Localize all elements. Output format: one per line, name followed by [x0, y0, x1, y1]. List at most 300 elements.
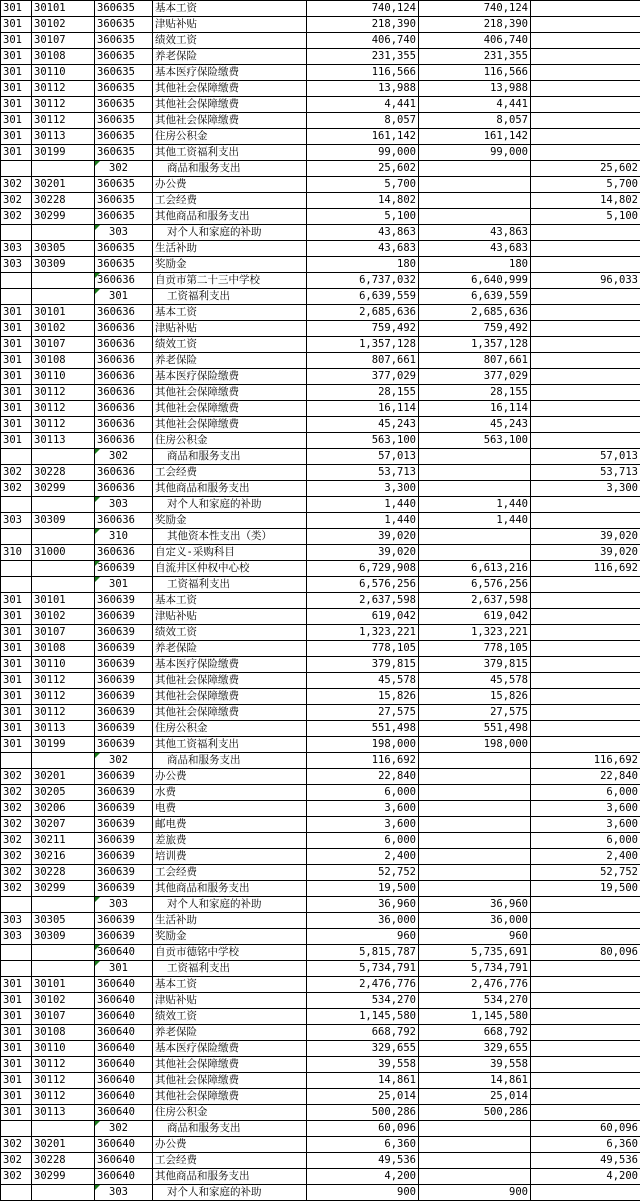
basic-expense-cell: 25,014: [419, 1089, 531, 1105]
item-code-cell: 30205: [32, 785, 95, 801]
table-row: [1, 993, 640, 1009]
total-cell: 116,692: [307, 753, 419, 769]
project-code-cell: 360636: [95, 513, 153, 529]
basic-expense-cell: 161,142: [419, 129, 531, 145]
total-cell: 14,802: [307, 193, 419, 209]
class-code-cell: 301: [1, 1, 32, 17]
project-code-cell: 360639: [95, 929, 153, 945]
total-cell: 25,602: [307, 161, 419, 177]
basic-expense-cell: [419, 193, 531, 209]
table-row: [1, 641, 640, 657]
item-code-cell: [32, 1121, 95, 1137]
total-cell: 43,683: [307, 241, 419, 257]
total-cell: 551,498: [307, 721, 419, 737]
item-name-cell: 绩效工资: [153, 33, 307, 49]
project-code-cell: 360636: [95, 545, 153, 561]
project-code-cell: 360639: [95, 657, 153, 673]
item-code-cell: 30107: [32, 625, 95, 641]
basic-expense-cell: 1,323,221: [419, 625, 531, 641]
item-name-cell: 工会经费: [153, 465, 307, 481]
item-name-cell: 绩效工资: [153, 337, 307, 353]
item-name-cell: 工会经费: [153, 193, 307, 209]
class-code-cell: [1, 1185, 32, 1201]
table-row: [1, 673, 640, 689]
table-row: [1, 177, 640, 193]
class-code-cell: 301: [1, 1105, 32, 1121]
project-code-cell: 360640: [95, 945, 153, 961]
subtotal-row: [1, 289, 640, 305]
item-name-cell: 绩效工资: [153, 1009, 307, 1025]
total-cell: 379,815: [307, 657, 419, 673]
table-row: [1, 929, 640, 945]
table-row: [1, 49, 640, 65]
project-expense-cell: [531, 1025, 640, 1041]
item-code-cell: 30299: [32, 209, 95, 225]
total-cell: 15,826: [307, 689, 419, 705]
basic-expense-cell: 8,057: [419, 113, 531, 129]
item-code-cell: 30201: [32, 1137, 95, 1153]
project-code-cell: 360640: [95, 977, 153, 993]
item-code-cell: 30112: [32, 81, 95, 97]
item-code-cell: [32, 529, 95, 545]
item-code-cell: [32, 225, 95, 241]
table-row: [1, 433, 640, 449]
item-code-cell: [32, 161, 95, 177]
project-expense-cell: 116,692: [531, 561, 640, 577]
class-code-cell: 303: [1, 513, 32, 529]
project-expense-cell: 3,300: [531, 481, 640, 497]
total-cell: 1,440: [307, 497, 419, 513]
item-code-cell: [32, 577, 95, 593]
total-cell: 3,600: [307, 817, 419, 833]
project-expense-cell: [531, 1105, 640, 1121]
class-code-cell: 301: [1, 369, 32, 385]
item-name-cell: 其他社会保障缴费: [153, 113, 307, 129]
class-code-cell: 301: [1, 1057, 32, 1073]
item-code-cell: 30309: [32, 929, 95, 945]
total-cell: 5,700: [307, 177, 419, 193]
table-row: [1, 1153, 640, 1169]
table-row: [1, 417, 640, 433]
item-name-cell: 商品和服务支出: [153, 1121, 307, 1137]
item-name-cell: 基本医疗保险缴费: [153, 369, 307, 385]
item-code-cell: 30108: [32, 353, 95, 369]
item-code-cell: 30199: [32, 145, 95, 161]
basic-expense-cell: 2,637,598: [419, 593, 531, 609]
total-cell: 22,840: [307, 769, 419, 785]
project-expense-cell: [531, 65, 640, 81]
item-code-cell: 30201: [32, 177, 95, 193]
total-cell: 8,057: [307, 113, 419, 129]
project-code-cell: 360639: [95, 769, 153, 785]
class-code-cell: [1, 497, 32, 513]
item-name-cell: 办公费: [153, 769, 307, 785]
table-row: [1, 609, 640, 625]
total-cell: 900: [307, 1185, 419, 1201]
basic-expense-cell: 778,105: [419, 641, 531, 657]
project-code-cell: 360635: [95, 97, 153, 113]
project-expense-cell: 6,000: [531, 785, 640, 801]
table-row: [1, 33, 640, 49]
total-cell: 49,536: [307, 1153, 419, 1169]
item-name-cell: 其他社会保障缴费: [153, 401, 307, 417]
subtotal-row: [1, 753, 640, 769]
item-code-cell: 30113: [32, 1105, 95, 1121]
total-cell: 3,300: [307, 481, 419, 497]
basic-expense-cell: [419, 769, 531, 785]
basic-expense-cell: 2,685,636: [419, 305, 531, 321]
project-code-cell: 360640: [95, 1169, 153, 1185]
project-code-cell: 303: [95, 497, 153, 513]
project-expense-cell: 80,096: [531, 945, 640, 961]
project-code-cell: 360639: [95, 641, 153, 657]
table-row: [1, 865, 640, 881]
basic-expense-cell: 6,639,559: [419, 289, 531, 305]
project-expense-cell: [531, 913, 640, 929]
project-expense-cell: [531, 1, 640, 17]
basic-expense-cell: [419, 849, 531, 865]
total-cell: 6,000: [307, 833, 419, 849]
class-code-cell: 301: [1, 49, 32, 65]
project-expense-cell: [531, 289, 640, 305]
item-code-cell: 30211: [32, 833, 95, 849]
basic-expense-cell: 551,498: [419, 721, 531, 737]
project-code-cell: 360636: [95, 369, 153, 385]
class-code-cell: [1, 273, 32, 289]
basic-expense-cell: 379,815: [419, 657, 531, 673]
table-row: [1, 1137, 640, 1153]
project-expense-cell: 4,200: [531, 1169, 640, 1185]
table-row: [1, 737, 640, 753]
class-code-cell: 301: [1, 1025, 32, 1041]
item-name-cell: 其他工资福利支出: [153, 145, 307, 161]
item-code-cell: 30101: [32, 1, 95, 17]
table-row: [1, 849, 640, 865]
item-code-cell: 30112: [32, 417, 95, 433]
project-expense-cell: [531, 929, 640, 945]
class-code-cell: 301: [1, 321, 32, 337]
project-expense-cell: [531, 1073, 640, 1089]
table-row: [1, 801, 640, 817]
project-expense-cell: [531, 33, 640, 49]
item-name-cell: 其他社会保障缴费: [153, 417, 307, 433]
item-code-cell: [32, 945, 95, 961]
subtotal-row: [1, 225, 640, 241]
table-row: [1, 785, 640, 801]
item-code-cell: 30102: [32, 17, 95, 33]
basic-expense-cell: 28,155: [419, 385, 531, 401]
total-cell: 6,737,032: [307, 273, 419, 289]
class-code-cell: 302: [1, 817, 32, 833]
class-code-cell: 301: [1, 689, 32, 705]
total-cell: 218,390: [307, 17, 419, 33]
table-row: [1, 353, 640, 369]
item-code-cell: 30102: [32, 609, 95, 625]
table-row: [1, 65, 640, 81]
class-code-cell: 301: [1, 1009, 32, 1025]
item-code-cell: 30112: [32, 1089, 95, 1105]
project-code-cell: 360636: [95, 433, 153, 449]
total-cell: 5,734,791: [307, 961, 419, 977]
item-code-cell: 30110: [32, 657, 95, 673]
basic-expense-cell: 43,683: [419, 241, 531, 257]
basic-expense-cell: 534,270: [419, 993, 531, 1009]
item-name-cell: 其他商品和服务支出: [153, 481, 307, 497]
project-expense-cell: [531, 1089, 640, 1105]
basic-expense-cell: 377,029: [419, 369, 531, 385]
table-row: [1, 833, 640, 849]
project-code-cell: 303: [95, 897, 153, 913]
class-code-cell: 301: [1, 81, 32, 97]
table-row: [1, 977, 640, 993]
project-code-cell: 360636: [95, 401, 153, 417]
total-cell: 14,861: [307, 1073, 419, 1089]
total-cell: 5,100: [307, 209, 419, 225]
class-code-cell: 302: [1, 465, 32, 481]
project-code-cell: 360639: [95, 721, 153, 737]
item-code-cell: 30102: [32, 321, 95, 337]
item-name-cell: 津贴补贴: [153, 609, 307, 625]
total-cell: 28,155: [307, 385, 419, 401]
project-code-cell: 360639: [95, 865, 153, 881]
class-code-cell: 301: [1, 977, 32, 993]
total-cell: 45,243: [307, 417, 419, 433]
project-expense-cell: 5,700: [531, 177, 640, 193]
item-name-cell: 其他商品和服务支出: [153, 881, 307, 897]
item-name-cell: 津贴补贴: [153, 17, 307, 33]
project-expense-cell: [531, 1041, 640, 1057]
project-expense-cell: [531, 433, 640, 449]
project-code-cell: 360635: [95, 145, 153, 161]
subtotal-row: [1, 529, 640, 545]
project-code-cell: 360636: [95, 417, 153, 433]
class-code-cell: 301: [1, 17, 32, 33]
item-code-cell: [32, 273, 95, 289]
table-row: [1, 545, 640, 561]
item-code-cell: [32, 497, 95, 513]
project-code-cell: 360639: [95, 849, 153, 865]
project-expense-cell: 2,400: [531, 849, 640, 865]
project-expense-cell: [531, 897, 640, 913]
table-row: [1, 481, 640, 497]
total-cell: 19,500: [307, 881, 419, 897]
total-cell: 6,729,908: [307, 561, 419, 577]
project-code-cell: 360640: [95, 1137, 153, 1153]
class-code-cell: [1, 753, 32, 769]
class-code-cell: 301: [1, 353, 32, 369]
table-row: [1, 113, 640, 129]
project-code-cell: 360635: [95, 33, 153, 49]
total-cell: 53,713: [307, 465, 419, 481]
basic-expense-cell: 807,661: [419, 353, 531, 369]
project-code-cell: 360636: [95, 321, 153, 337]
basic-expense-cell: 329,655: [419, 1041, 531, 1057]
item-code-cell: 30113: [32, 433, 95, 449]
table-row: [1, 465, 640, 481]
basic-expense-cell: 6,576,256: [419, 577, 531, 593]
project-code-cell: 302: [95, 1121, 153, 1137]
project-expense-cell: 22,840: [531, 769, 640, 785]
item-code-cell: 30305: [32, 241, 95, 257]
project-code-cell: 360639: [95, 689, 153, 705]
project-code-cell: 360640: [95, 993, 153, 1009]
table-row: [1, 369, 640, 385]
total-cell: 1,440: [307, 513, 419, 529]
project-expense-cell: [531, 353, 640, 369]
item-code-cell: 30101: [32, 977, 95, 993]
total-cell: 43,863: [307, 225, 419, 241]
total-cell: 329,655: [307, 1041, 419, 1057]
class-code-cell: 301: [1, 305, 32, 321]
project-code-cell: 310: [95, 529, 153, 545]
project-expense-cell: [531, 113, 640, 129]
total-cell: 6,000: [307, 785, 419, 801]
item-name-cell: 工资福利支出: [153, 961, 307, 977]
class-code-cell: [1, 225, 32, 241]
project-code-cell: 360635: [95, 177, 153, 193]
item-code-cell: 30112: [32, 1057, 95, 1073]
project-expense-cell: 116,692: [531, 753, 640, 769]
class-code-cell: [1, 561, 32, 577]
table-row: [1, 385, 640, 401]
project-expense-cell: [531, 417, 640, 433]
total-cell: 759,492: [307, 321, 419, 337]
item-name-cell: 办公费: [153, 177, 307, 193]
basic-expense-cell: 45,578: [419, 673, 531, 689]
project-expense-cell: [531, 145, 640, 161]
item-code-cell: 30107: [32, 337, 95, 353]
project-expense-cell: [531, 993, 640, 1009]
basic-expense-cell: 4,441: [419, 97, 531, 113]
table-row: [1, 17, 640, 33]
project-expense-cell: [531, 81, 640, 97]
basic-expense-cell: 36,960: [419, 897, 531, 913]
project-expense-cell: 6,360: [531, 1137, 640, 1153]
item-name-cell: 工资福利支出: [153, 289, 307, 305]
total-cell: 406,740: [307, 33, 419, 49]
project-code-cell: 360639: [95, 705, 153, 721]
class-code-cell: 301: [1, 609, 32, 625]
class-code-cell: 301: [1, 721, 32, 737]
item-code-cell: 30228: [32, 865, 95, 881]
basic-expense-cell: 563,100: [419, 433, 531, 449]
basic-expense-cell: [419, 1153, 531, 1169]
item-name-cell: 其他资本性支出（类）: [153, 529, 307, 545]
item-code-cell: 30113: [32, 721, 95, 737]
item-name-cell: 对个人和家庭的补助: [153, 225, 307, 241]
project-expense-cell: 39,020: [531, 529, 640, 545]
project-expense-cell: 6,000: [531, 833, 640, 849]
class-code-cell: 301: [1, 129, 32, 145]
total-cell: 4,200: [307, 1169, 419, 1185]
item-code-cell: 30216: [32, 849, 95, 865]
class-code-cell: 302: [1, 865, 32, 881]
basic-expense-cell: [419, 177, 531, 193]
class-code-cell: 301: [1, 705, 32, 721]
project-code-cell: 301: [95, 289, 153, 305]
project-code-cell: 360639: [95, 593, 153, 609]
basic-expense-cell: [419, 801, 531, 817]
project-expense-cell: [531, 721, 640, 737]
project-expense-cell: 57,013: [531, 449, 640, 465]
basic-expense-cell: 16,114: [419, 401, 531, 417]
item-name-cell: 对个人和家庭的补助: [153, 497, 307, 513]
basic-expense-cell: [419, 865, 531, 881]
item-name-cell: 工会经费: [153, 865, 307, 881]
total-cell: 668,792: [307, 1025, 419, 1041]
project-code-cell: 302: [95, 449, 153, 465]
project-code-cell: 301: [95, 961, 153, 977]
class-code-cell: 301: [1, 593, 32, 609]
table-row: [1, 513, 640, 529]
unit-row: [1, 945, 640, 961]
item-name-cell: 其他商品和服务支出: [153, 1169, 307, 1185]
project-code-cell: 360640: [95, 1057, 153, 1073]
project-expense-cell: [531, 673, 640, 689]
unit-row: [1, 561, 640, 577]
item-name-cell: 绩效工资: [153, 625, 307, 641]
class-code-cell: 302: [1, 1153, 32, 1169]
total-cell: 534,270: [307, 993, 419, 1009]
item-code-cell: 30199: [32, 737, 95, 753]
basic-expense-cell: [419, 449, 531, 465]
class-code-cell: 301: [1, 113, 32, 129]
class-code-cell: 301: [1, 433, 32, 449]
item-code-cell: 30108: [32, 49, 95, 65]
total-cell: 39,558: [307, 1057, 419, 1073]
item-name-cell: 自定义-采购科目: [153, 545, 307, 561]
project-expense-cell: [531, 17, 640, 33]
class-code-cell: 301: [1, 385, 32, 401]
total-cell: 116,566: [307, 65, 419, 81]
item-name-cell: 奖励金: [153, 257, 307, 273]
item-code-cell: 30228: [32, 1153, 95, 1169]
project-expense-cell: [531, 385, 640, 401]
item-name-cell: 基本医疗保险缴费: [153, 1041, 307, 1057]
total-cell: 2,476,776: [307, 977, 419, 993]
total-cell: 198,000: [307, 737, 419, 753]
basic-expense-cell: [419, 881, 531, 897]
item-name-cell: 住房公积金: [153, 433, 307, 449]
project-expense-cell: 5,100: [531, 209, 640, 225]
class-code-cell: 301: [1, 657, 32, 673]
item-name-cell: 工会经费: [153, 1153, 307, 1169]
table-row: [1, 657, 640, 673]
project-code-cell: 360639: [95, 673, 153, 689]
table-row: [1, 129, 640, 145]
item-code-cell: 30108: [32, 641, 95, 657]
table-row: [1, 97, 640, 113]
project-expense-cell: 53,713: [531, 465, 640, 481]
subtotal-row: [1, 161, 640, 177]
subtotal-row: [1, 961, 640, 977]
project-expense-cell: [531, 625, 640, 641]
project-expense-cell: [531, 401, 640, 417]
project-code-cell: 360640: [95, 1009, 153, 1025]
total-cell: 57,013: [307, 449, 419, 465]
basic-expense-cell: 1,357,128: [419, 337, 531, 353]
total-cell: 2,400: [307, 849, 419, 865]
project-code-cell: 360635: [95, 1, 153, 17]
table-row: [1, 1169, 640, 1185]
project-code-cell: 360635: [95, 49, 153, 65]
item-code-cell: 30110: [32, 65, 95, 81]
class-code-cell: 303: [1, 913, 32, 929]
table-row: [1, 241, 640, 257]
item-name-cell: 其他社会保障缴费: [153, 385, 307, 401]
table-row: [1, 1073, 640, 1089]
class-code-cell: 302: [1, 801, 32, 817]
